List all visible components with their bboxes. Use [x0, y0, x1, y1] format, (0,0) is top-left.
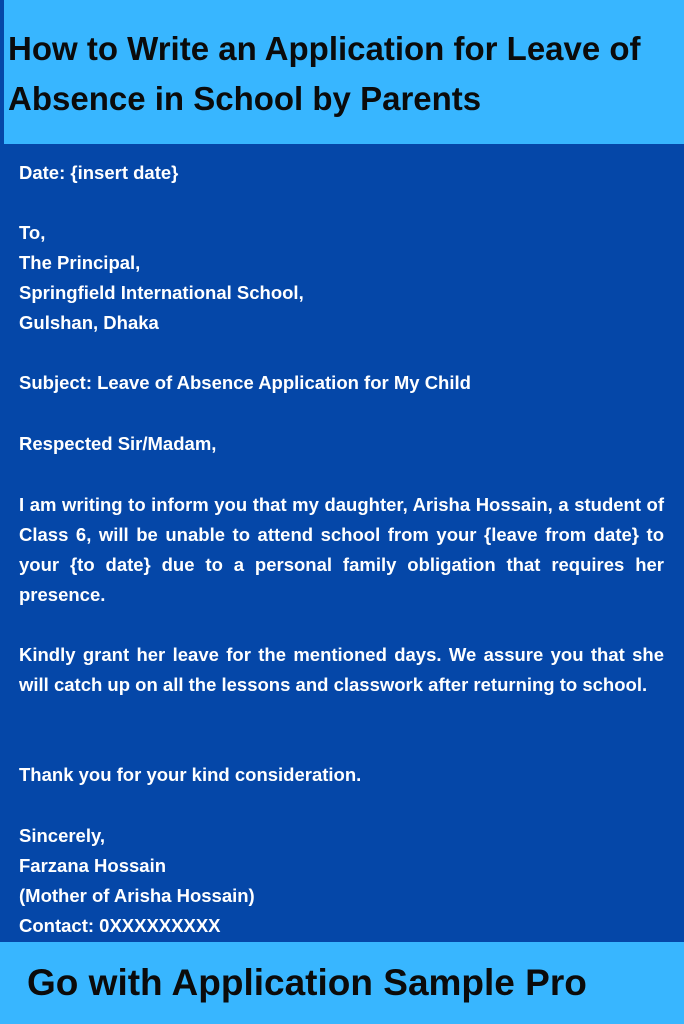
letter-salutation: Respected Sir/Madam,: [19, 433, 217, 454]
header-banner: [0, 0, 684, 144]
letter-to: To,: [19, 222, 46, 243]
letter-paragraph-2: Kindly grant her leave for the mentioned days. We assure you that she will catch up on all the lessons and classwork after returning to school.: [19, 644, 664, 695]
letter-school: Springfield International School,: [19, 282, 304, 303]
letter-closing: Sincerely,: [19, 825, 106, 846]
letter-location: Gulshan, Dhaka: [19, 312, 159, 333]
letter-recipient: The Principal,: [19, 252, 141, 273]
sender-relation: (Mother of Arisha Hossain): [19, 885, 255, 906]
letter-thanks: Thank you for your kind consideration.: [19, 764, 362, 785]
letter-date: Date: {insert date}: [19, 162, 179, 183]
sender-contact: Contact: 0XXXXXXXXX: [19, 915, 221, 936]
footer-banner: [0, 942, 684, 1024]
letter-paragraph-1: I am writing to inform you that my daughter, Arisha Hossain, a student of Class 6, will be unable to attend school from your {leave from date} to your {to date} due to a personal family obligation that requires her presence.: [19, 494, 664, 605]
sender-name: Farzana Hossain: [19, 855, 167, 876]
footer-tagline: Go with Application Sample Pro: [27, 962, 587, 1003]
page-title: How to Write an Application for Leave of Absence in School by Parents: [8, 30, 641, 117]
letter-subject: Subject: Leave of Absence Application for My Child: [19, 372, 471, 393]
letter-body: [0, 144, 684, 942]
